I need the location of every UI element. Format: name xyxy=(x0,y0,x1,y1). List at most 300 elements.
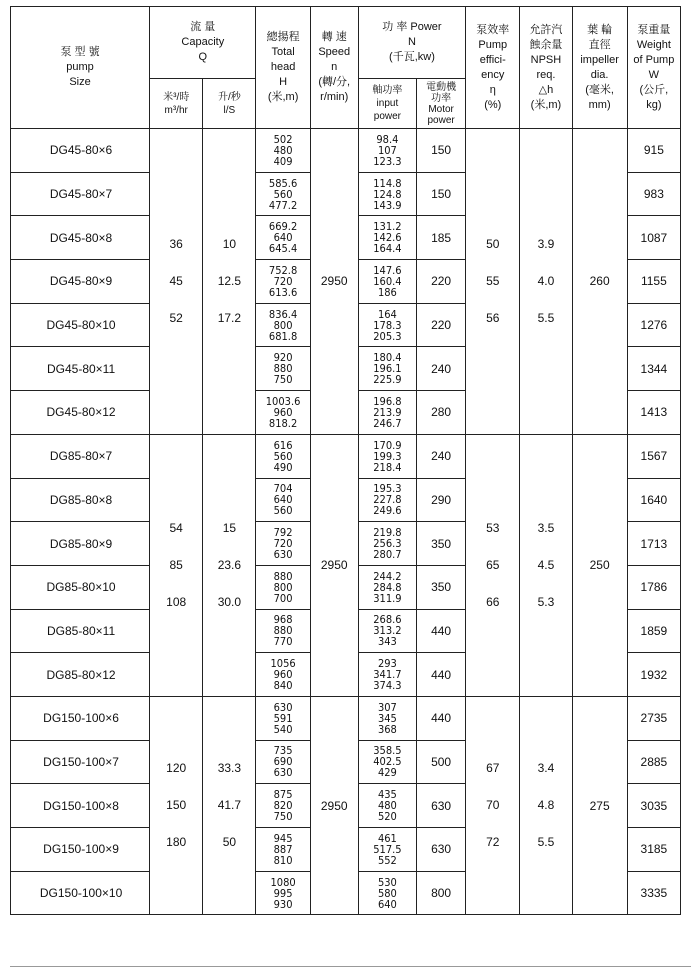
input-power-value: 218.4 xyxy=(373,460,402,474)
capacity-value: 52 xyxy=(169,310,183,325)
capacity-value: 150 xyxy=(166,798,187,813)
header-input-en1: input xyxy=(376,98,399,109)
header-cap-ls xyxy=(203,79,256,129)
input-power-value: 249.6 xyxy=(373,504,402,518)
speed-cell: 2950 xyxy=(310,129,358,435)
input-power-value: 368 xyxy=(377,722,397,736)
header-npsh-zh1: 允許汽 xyxy=(529,23,563,36)
head-value: 480 xyxy=(273,143,293,157)
capacity-m3h-cell xyxy=(150,696,203,914)
input-power-value: 180.4 xyxy=(373,351,402,365)
head-value: 640 xyxy=(273,231,293,245)
pump-spec-body xyxy=(11,129,681,915)
header-capacity-en: Capacity xyxy=(181,36,225,48)
header-eff-zh: 泵效率 xyxy=(476,23,510,36)
head-value: 630 xyxy=(273,766,293,780)
head-cell xyxy=(256,784,310,828)
pump-model-cell: DG85-80×8 xyxy=(11,478,150,522)
header-cap-m3-zh: 米³/時 xyxy=(163,91,190,103)
input-power-value: 530 xyxy=(377,875,397,889)
head-cell xyxy=(256,391,310,435)
head-value: 820 xyxy=(273,799,293,813)
input-power-value: 517.5 xyxy=(373,842,402,856)
input-power-value: 552 xyxy=(377,853,397,867)
capacity-value: 41.7 xyxy=(217,798,242,813)
motor-power-cell: 440 xyxy=(417,609,466,653)
motor-power-cell: 500 xyxy=(417,740,466,784)
npsh-value: 3.4 xyxy=(537,761,555,776)
header-speed-unit2: r/min) xyxy=(320,91,349,103)
head-value: 930 xyxy=(273,897,293,911)
input-power-value: 143.9 xyxy=(373,198,402,212)
input-power-value: 461 xyxy=(377,831,397,845)
input-power-value: 358.5 xyxy=(373,744,402,758)
head-value: 560 xyxy=(273,187,293,201)
head-value: 960 xyxy=(273,668,293,682)
efficiency-value: 70 xyxy=(486,798,500,813)
input-power-value: 435 xyxy=(377,788,397,802)
head-value: 920 xyxy=(273,351,293,365)
header-imp-en1: impeller xyxy=(580,53,619,66)
input-power-cell xyxy=(358,391,416,435)
weight-cell: 2735 xyxy=(627,696,680,740)
pump-model-cell: DG85-80×9 xyxy=(11,522,150,566)
input-power-value: 124.8 xyxy=(373,187,402,201)
capacity-value: 120 xyxy=(166,761,187,776)
head-value: 887 xyxy=(273,842,293,856)
head-cell xyxy=(256,172,310,216)
input-power-cell xyxy=(358,828,416,872)
header-speed-zh: 轉 速 xyxy=(321,31,347,43)
input-power-cell xyxy=(358,871,416,915)
capacity-ls-cell xyxy=(203,434,256,696)
header-eff-en3: ency xyxy=(481,68,505,81)
head-value: 585.6 xyxy=(268,176,298,190)
efficiency-value: 67 xyxy=(486,761,500,776)
input-power-cell xyxy=(358,784,416,828)
weight-cell: 983 xyxy=(627,172,680,216)
input-power-cell xyxy=(358,434,416,478)
input-power-cell xyxy=(358,740,416,784)
head-value: 681.8 xyxy=(268,329,298,343)
efficiency-cell xyxy=(466,696,520,914)
input-power-value: 142.6 xyxy=(373,231,402,245)
weight-cell: 1567 xyxy=(627,434,680,478)
input-power-value: 170.9 xyxy=(373,438,402,452)
weight-cell: 1413 xyxy=(627,391,680,435)
weight-cell: 2885 xyxy=(627,740,680,784)
npsh-cell xyxy=(520,696,572,914)
capacity-value: 108 xyxy=(166,594,187,609)
head-value: 968 xyxy=(273,613,293,627)
input-power-value: 268.6 xyxy=(373,613,402,627)
input-power-value: 280.7 xyxy=(373,548,402,562)
speed-cell: 2950 xyxy=(310,696,358,914)
head-value: 540 xyxy=(273,722,293,736)
weight-cell: 1640 xyxy=(627,478,680,522)
head-value: 591 xyxy=(273,711,293,725)
input-power-value: 131.2 xyxy=(373,220,402,234)
motor-power-cell: 630 xyxy=(417,784,466,828)
head-cell xyxy=(256,478,310,522)
input-power-value: 164.4 xyxy=(373,242,402,256)
pump-spec-table xyxy=(10,6,681,915)
input-power-cell xyxy=(358,216,416,260)
head-value: 630 xyxy=(273,548,293,562)
head-value: 880 xyxy=(273,362,293,376)
pump-model-cell: DG45-80×7 xyxy=(11,172,150,216)
head-value: 752.8 xyxy=(268,263,298,277)
head-value: 1003.6 xyxy=(265,394,301,408)
motor-power-cell: 440 xyxy=(417,653,466,697)
capacity-value: 50 xyxy=(222,835,237,850)
header-input-en2: power xyxy=(373,111,402,122)
motor-power-cell: 350 xyxy=(417,522,466,566)
capacity-value: 30.0 xyxy=(217,594,242,609)
input-power-value: 311.9 xyxy=(373,591,402,605)
pump-model-cell: DG150-100×7 xyxy=(11,740,150,784)
header-motor-zh1: 電動機 xyxy=(426,81,457,93)
head-value: 720 xyxy=(273,274,293,288)
header-head-zh: 總揚程 xyxy=(266,31,300,43)
head-value: 750 xyxy=(273,373,293,387)
input-power-value: 402.5 xyxy=(373,755,402,769)
weight-cell: 915 xyxy=(627,129,680,173)
capacity-value: 12.5 xyxy=(217,273,242,288)
head-value: 704 xyxy=(273,482,293,496)
input-power-value: 345 xyxy=(377,711,397,725)
input-power-value: 480 xyxy=(377,799,397,813)
input-power-cell xyxy=(358,172,416,216)
header-head-en2: head xyxy=(270,61,296,73)
head-value: 645.4 xyxy=(268,242,298,256)
motor-power-cell: 185 xyxy=(417,216,466,260)
pump-spec-sheet xyxy=(10,6,681,964)
header-imp-zh2: 直徑 xyxy=(588,38,611,51)
npsh-value: 5.3 xyxy=(537,594,555,609)
capacity-value: 17.2 xyxy=(217,310,242,325)
header-power-input xyxy=(358,79,416,129)
header-capacity-zh: 流 量 xyxy=(190,21,216,33)
weight-cell: 1344 xyxy=(627,347,680,391)
head-value: 880 xyxy=(273,624,293,638)
input-power-value: 164 xyxy=(377,307,397,321)
head-cell xyxy=(256,609,310,653)
head-value: 818.2 xyxy=(268,416,298,430)
header-imp-unit1: (毫米, xyxy=(585,83,614,96)
npsh-cell xyxy=(520,434,572,696)
input-power-value: 205.3 xyxy=(373,329,402,343)
head-value: 770 xyxy=(273,635,293,649)
efficiency-cell xyxy=(466,129,520,435)
header-imp-unit2: mm) xyxy=(588,98,611,111)
head-value: 836.4 xyxy=(268,307,298,321)
header-cap-m3 xyxy=(150,79,203,129)
head-value: 750 xyxy=(273,810,293,824)
header-cap-ls-en: l/S xyxy=(223,104,236,116)
header-power-sym: N xyxy=(407,36,416,48)
header-speed-sym: n xyxy=(331,61,338,73)
input-power-value: 256.3 xyxy=(373,537,402,551)
speed-cell: 2950 xyxy=(310,434,358,696)
header-speed-en: Speed xyxy=(318,46,351,58)
pump-model-cell: DG150-100×10 xyxy=(11,871,150,915)
header-eff-sym: η xyxy=(489,83,496,96)
npsh-value: 4.0 xyxy=(537,273,555,288)
efficiency-value: 66 xyxy=(486,594,500,609)
impeller-cell: 250 xyxy=(572,434,627,696)
efficiency-value: 56 xyxy=(486,310,500,325)
npsh-value: 3.9 xyxy=(537,236,555,251)
input-power-cell xyxy=(358,129,416,173)
capacity-value: 10 xyxy=(222,236,237,251)
pump-model-cell: DG85-80×11 xyxy=(11,609,150,653)
capacity-value: 180 xyxy=(166,835,187,850)
input-power-value: 219.8 xyxy=(373,526,402,540)
input-power-value: 195.3 xyxy=(373,482,402,496)
header-model-en1: pump xyxy=(66,61,94,73)
header-cap-ls-zh: 升/秒 xyxy=(217,91,241,103)
npsh-value: 5.5 xyxy=(537,835,555,850)
input-power-value: 98.4 xyxy=(376,132,399,146)
pump-model-cell: DG45-80×9 xyxy=(11,260,150,304)
header-imp-zh1: 葉 輪 xyxy=(587,23,613,36)
input-power-value: 374.3 xyxy=(373,679,402,693)
npsh-value: 3.5 xyxy=(537,520,555,535)
capacity-value: 36 xyxy=(169,236,183,251)
capacity-ls-cell xyxy=(203,129,256,435)
efficiency-cell xyxy=(466,434,520,696)
pump-model-cell: DG45-80×8 xyxy=(11,216,150,260)
pump-model-cell: DG45-80×6 xyxy=(11,129,150,173)
pump-model-cell: DG45-80×11 xyxy=(11,347,150,391)
header-head xyxy=(256,7,310,129)
motor-power-cell: 220 xyxy=(417,260,466,304)
header-power-title: 功 率 Power xyxy=(382,21,442,33)
header-capacity xyxy=(150,7,256,79)
head-value: 690 xyxy=(273,755,293,769)
header-weight xyxy=(627,7,680,129)
head-value: 502 xyxy=(273,132,293,146)
head-value: 792 xyxy=(273,526,293,540)
motor-power-cell: 280 xyxy=(417,391,466,435)
head-value: 613.6 xyxy=(268,285,298,299)
motor-power-cell: 150 xyxy=(417,172,466,216)
head-value: 640 xyxy=(273,493,293,507)
head-cell xyxy=(256,260,310,304)
head-value: 875 xyxy=(273,788,293,802)
header-npsh-en2: req. xyxy=(536,68,556,81)
input-power-value: 196.8 xyxy=(373,394,402,408)
header-head-en1: Total xyxy=(271,46,295,58)
npsh-value: 4.5 xyxy=(537,557,555,572)
head-value: 735 xyxy=(273,744,293,758)
table-row xyxy=(11,129,681,173)
header-npsh xyxy=(520,7,572,129)
capacity-m3h-cell xyxy=(150,129,203,435)
head-value: 560 xyxy=(273,504,293,518)
header-impeller xyxy=(572,7,627,129)
input-power-value: 244.2 xyxy=(373,569,402,583)
capacity-value: 33.3 xyxy=(217,761,242,776)
efficiency-value: 65 xyxy=(486,557,500,572)
weight-cell: 3185 xyxy=(627,828,680,872)
header-imp-en2: dia. xyxy=(590,68,609,81)
pump-model-cell: DG45-80×12 xyxy=(11,391,150,435)
weight-cell: 1087 xyxy=(627,216,680,260)
header-wt-zh: 泵重量 xyxy=(637,23,671,36)
weight-cell: 3035 xyxy=(627,784,680,828)
header-motor-en2: power xyxy=(427,114,455,126)
input-power-value: 160.4 xyxy=(373,274,402,288)
header-speed-unit1: (轉/分, xyxy=(318,76,351,88)
head-value: 490 xyxy=(273,460,293,474)
weight-cell: 1713 xyxy=(627,522,680,566)
efficiency-value: 55 xyxy=(486,273,500,288)
efficiency-value: 50 xyxy=(486,236,500,251)
input-power-value: 199.3 xyxy=(373,449,402,463)
header-model-en2: Size xyxy=(69,76,91,88)
header-model-zh: 泵 型 號 xyxy=(60,46,100,58)
pump-model-cell: DG150-100×6 xyxy=(11,696,150,740)
table-row xyxy=(11,434,681,478)
input-power-value: 429 xyxy=(377,766,397,780)
header-power xyxy=(358,7,465,79)
header-wt-en2: of Pump xyxy=(633,53,675,66)
pump-model-cell: DG85-80×7 xyxy=(11,434,150,478)
head-value: 616 xyxy=(273,438,293,452)
input-power-value: 123.3 xyxy=(373,154,402,168)
weight-cell: 1932 xyxy=(627,653,680,697)
impeller-cell: 275 xyxy=(572,696,627,914)
capacity-value: 15 xyxy=(222,520,237,535)
head-value: 477.2 xyxy=(268,198,298,212)
head-cell xyxy=(256,129,310,173)
motor-power-cell: 220 xyxy=(417,303,466,347)
weight-cell: 3335 xyxy=(627,871,680,915)
header-wt-unit1: (公斤, xyxy=(639,83,669,96)
header-npsh-en1: NPSH xyxy=(530,53,562,66)
motor-power-cell: 800 xyxy=(417,871,466,915)
capacity-value: 45 xyxy=(169,273,183,288)
header-motor-en1: Motor xyxy=(428,103,454,115)
head-value: 960 xyxy=(273,405,293,419)
header-cap-m3-en: m³/hr xyxy=(164,104,188,116)
input-power-value: 293 xyxy=(377,657,397,671)
head-value: 1056 xyxy=(270,657,296,671)
input-power-value: 284.8 xyxy=(373,580,402,594)
header-npsh-unit: (米,m) xyxy=(530,98,562,111)
efficiency-value: 53 xyxy=(486,520,500,535)
input-power-cell xyxy=(358,653,416,697)
weight-cell: 1786 xyxy=(627,565,680,609)
input-power-cell xyxy=(358,347,416,391)
head-value: 630 xyxy=(273,700,293,714)
input-power-value: 186 xyxy=(377,285,397,299)
capacity-value: 85 xyxy=(169,557,183,572)
head-value: 560 xyxy=(273,449,293,463)
head-cell xyxy=(256,871,310,915)
head-value: 800 xyxy=(273,580,293,594)
head-value: 840 xyxy=(273,679,293,693)
header-power-unit: (千瓦,kw) xyxy=(389,51,435,63)
header-head-unit: (米,m) xyxy=(267,91,299,103)
head-value: 995 xyxy=(273,886,293,900)
weight-cell: 1155 xyxy=(627,260,680,304)
header-npsh-sym: △h xyxy=(538,83,554,96)
capacity-value: 54 xyxy=(169,520,183,535)
input-power-cell xyxy=(358,609,416,653)
input-power-value: 147.6 xyxy=(373,263,402,277)
input-power-value: 114.8 xyxy=(373,176,402,190)
header-wt-en1: Weight xyxy=(636,38,671,51)
header-speed xyxy=(310,7,358,129)
input-power-value: 196.1 xyxy=(373,362,402,376)
weight-cell: 1859 xyxy=(627,609,680,653)
npsh-value: 5.5 xyxy=(537,310,555,325)
npsh-value: 4.8 xyxy=(537,798,555,813)
input-power-value: 107 xyxy=(377,143,397,157)
capacity-value: 23.6 xyxy=(217,557,242,572)
motor-power-cell: 440 xyxy=(417,696,466,740)
head-cell xyxy=(256,653,310,697)
input-power-cell xyxy=(358,565,416,609)
input-power-value: 246.7 xyxy=(373,416,402,430)
head-value: 669.2 xyxy=(268,220,298,234)
input-power-value: 178.3 xyxy=(373,318,402,332)
pump-model-cell: DG150-100×9 xyxy=(11,828,150,872)
header-head-sym: H xyxy=(279,76,288,88)
motor-power-cell: 240 xyxy=(417,434,466,478)
input-power-cell xyxy=(358,696,416,740)
head-cell xyxy=(256,696,310,740)
input-power-value: 580 xyxy=(377,886,397,900)
motor-power-cell: 240 xyxy=(417,347,466,391)
head-value: 880 xyxy=(273,569,293,583)
pump-model-cell: DG150-100×8 xyxy=(11,784,150,828)
head-value: 810 xyxy=(273,853,293,867)
efficiency-value: 72 xyxy=(486,835,500,850)
header-capacity-sym: Q xyxy=(198,51,208,63)
head-value: 1080 xyxy=(270,875,296,889)
head-cell xyxy=(256,303,310,347)
input-power-value: 225.9 xyxy=(373,373,402,387)
capacity-m3h-cell xyxy=(150,434,203,696)
head-cell xyxy=(256,216,310,260)
header-eff-en2: effici- xyxy=(479,53,506,66)
pump-model-cell: DG45-80×10 xyxy=(11,303,150,347)
input-power-value: 213.9 xyxy=(373,405,402,419)
input-power-value: 520 xyxy=(377,810,397,824)
head-cell xyxy=(256,828,310,872)
header-efficiency xyxy=(466,7,520,129)
head-value: 700 xyxy=(273,591,293,605)
header-model xyxy=(11,7,150,129)
input-power-cell xyxy=(358,522,416,566)
header-motor-zh2: 功率 xyxy=(431,92,452,104)
capacity-ls-cell xyxy=(203,696,256,914)
input-power-value: 313.2 xyxy=(373,624,402,638)
motor-power-cell: 290 xyxy=(417,478,466,522)
input-power-value: 227.8 xyxy=(373,493,402,507)
table-row xyxy=(11,696,681,740)
head-cell xyxy=(256,522,310,566)
input-power-value: 341.7 xyxy=(373,668,402,682)
head-value: 409 xyxy=(273,154,293,168)
header-npsh-zh2: 蝕余量 xyxy=(529,38,563,51)
pump-model-cell: DG85-80×10 xyxy=(11,565,150,609)
header-eff-en1: Pump xyxy=(478,38,508,51)
